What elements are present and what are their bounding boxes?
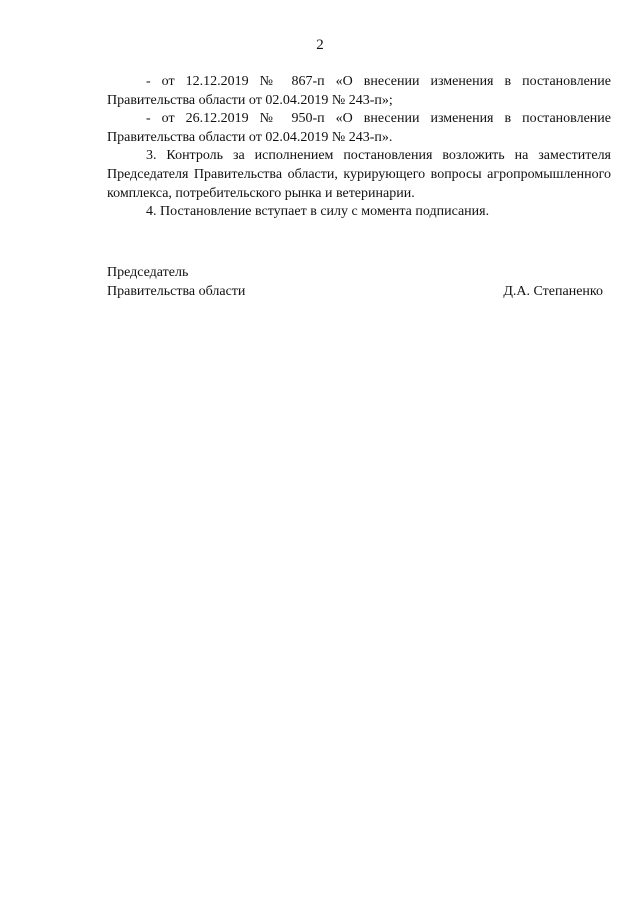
paragraph-control: 3. Контроль за исполнением постановления возложить на заместителя Председателя Правительства области, курирующего вопросы агропромышленного комплекса, потребительского рынка и ветеринарии. <box>107 148 611 201</box>
paragraph-effective: 4. Постановление вступает в силу с момента подписания. <box>146 204 490 220</box>
document-body <box>107 73 611 222</box>
signature-row <box>107 282 603 301</box>
signatory-title-line1: Председатель <box>107 265 189 280</box>
page-number: 2 <box>316 37 324 53</box>
signature-block <box>107 263 603 301</box>
signatory-name: Д.А. Степаненко <box>503 284 603 299</box>
paragraph-amendment-867: - от 12.12.2019 № 867-п «О внесении изменения в постановление Правительства области от 02.04.2019 № 243-п»; <box>107 74 611 108</box>
signatory-title-line2: Правительства области <box>107 284 246 299</box>
paragraph-amendment-950: - от 26.12.2019 № 950-п «О внесении изменения в постановление Правительства области от 02.04.2019 № 243-п». <box>107 111 611 145</box>
